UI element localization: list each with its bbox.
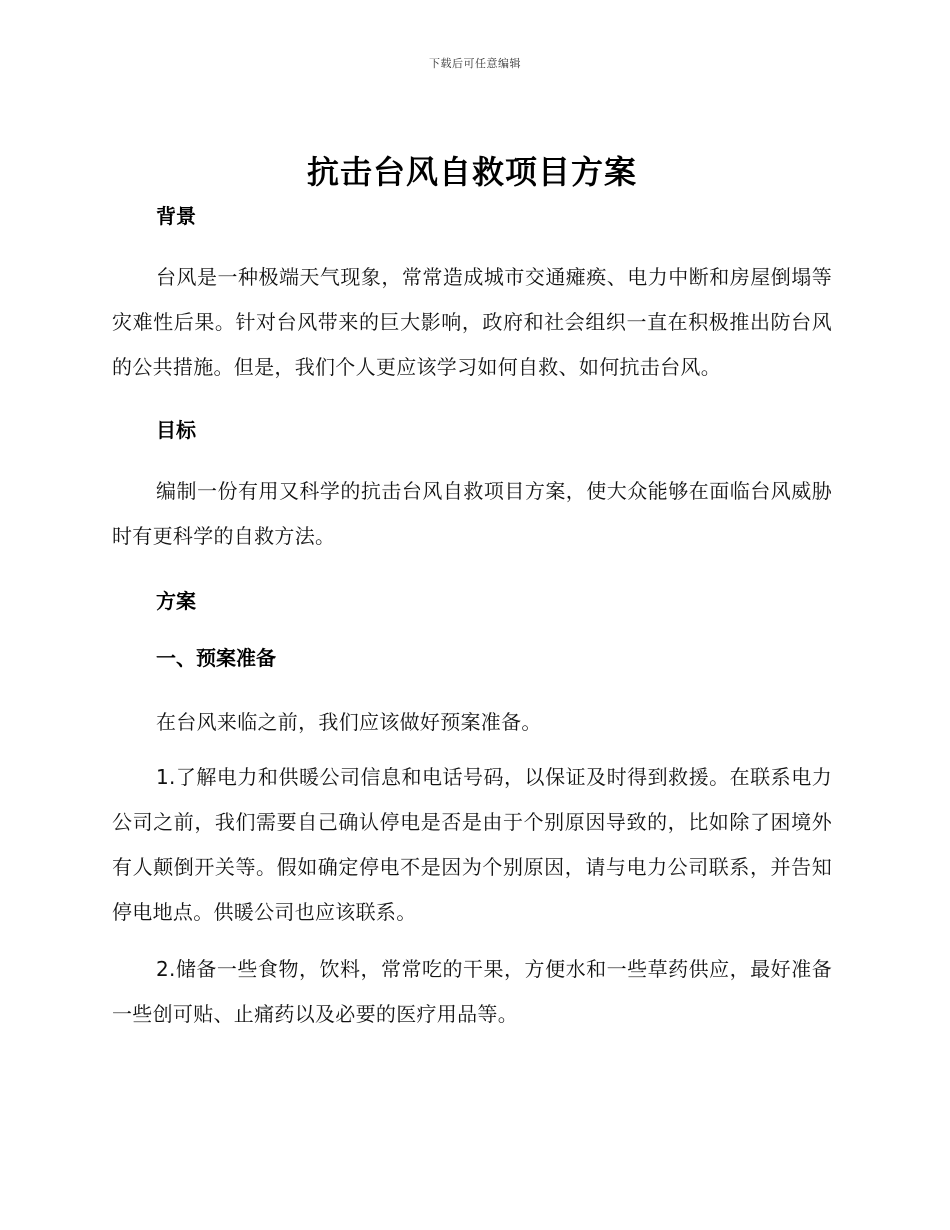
subsection-heading-preparation: 一、预案准备 (156, 646, 276, 670)
preparation-intro: 在台风来临之前，我们应该做好预案准备。 (156, 710, 542, 734)
section-heading-plan: 方案 (156, 589, 196, 613)
document-body (112, 150, 832, 1037)
preparation-item-2: 2.储备一些食物，饮料，常常吃的干果，方便水和一些草药供应，最好准备一些创可贴、止痛药以及必要的医疗用品等。 (112, 957, 832, 1026)
goal-paragraph: 编制一份有用又科学的抗击台风自救项目方案，使大众能够在面临台风威胁时有更科学的自救方法。 (112, 479, 832, 548)
document-title: 抗击台风自救项目方案 (306, 153, 637, 191)
background-paragraph: 台风是一种极端天气现象，常常造成城市交通瘫痪、电力中断和房屋倒塌等灾难性后果。针对台风带来的巨大影响，政府和社会组织一直在积极推出防台风的公共措施。但是，我们个人更应该学习如何自救、如何抗击台风。 (112, 265, 832, 379)
preparation-item-1: 1.了解电力和供暖公司信息和电话号码，以保证及时得到救援。在联系电力公司之前，我们需要自己确认停电是否是由于个别原因导致的，比如除了困境外有人颠倒开关等。假如确定停电不是因为个别原因，请与电力公司联系，并告知停电地点。供暖公司也应该联系。 (112, 765, 832, 924)
section-heading-background: 背景 (156, 204, 196, 228)
section-heading-goal: 目标 (156, 418, 196, 442)
header-note: 下载后可任意编辑 (429, 57, 521, 70)
